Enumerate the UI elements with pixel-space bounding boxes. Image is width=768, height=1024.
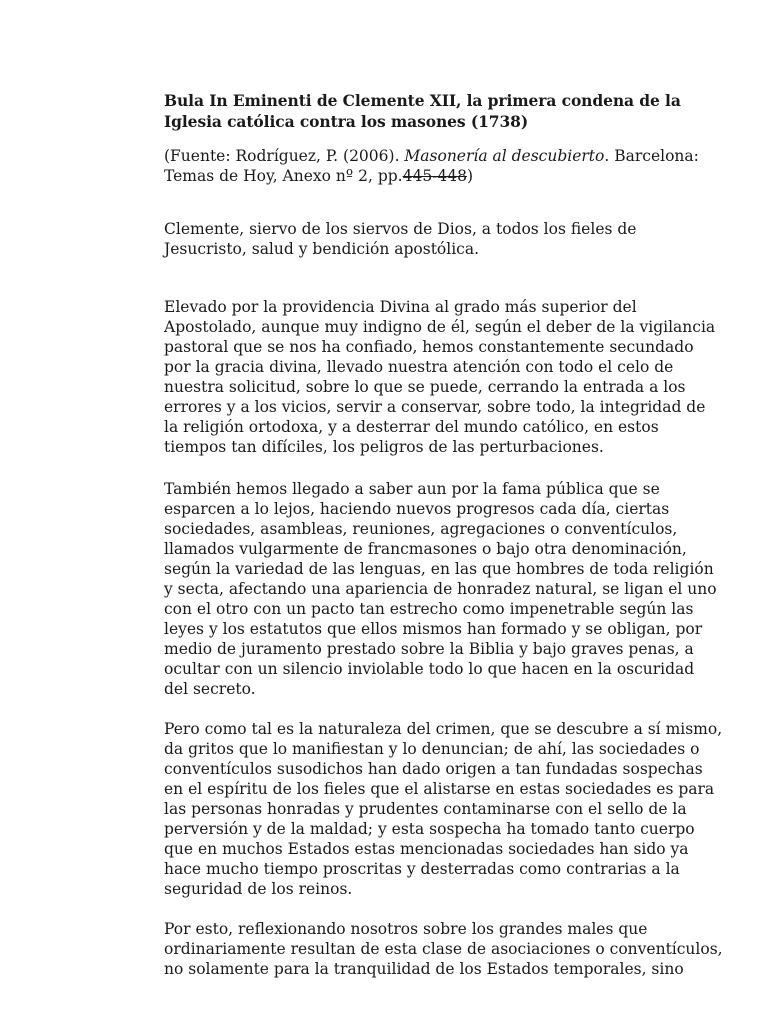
text-line: Clemente, siervo de los siervos de Dios, a todos los fieles de	[164, 220, 637, 238]
text-line: leyes y los estatutos que ellos mismos han formado y se obligan, por	[164, 620, 703, 638]
text-line: conventículos susodichos han dado origen a tan fundadas sospechas	[164, 760, 703, 778]
text-line: que en muchos Estados estas mencionadas sociedades han sido ya	[164, 840, 689, 858]
text-line: tiempos tan difíciles, los peligros de las perturbaciones.	[164, 438, 604, 456]
text-line: Por esto, reflexionando nosotros sobre los grandes males que	[164, 920, 648, 938]
text-line: sociedades, asambleas, reuniones, agregaciones o conventículos,	[164, 520, 678, 538]
source-line	[164, 166, 684, 186]
source-place: . Barcelona:	[604, 147, 699, 165]
text-line: esparcen a lo lejos, haciendo nuevos progresos cada día, ciertas	[164, 500, 670, 518]
source-prefix: (Fuente: Rodríguez, P. (2006).	[164, 147, 405, 165]
text-line: seguridad de los reinos.	[164, 880, 353, 898]
document-title	[164, 90, 684, 132]
title-line: Iglesia católica contra los masones (1738)	[164, 112, 529, 131]
body-paragraph-1	[164, 297, 716, 457]
text-line: la religión ortodoxa, y a desterrar del mundo católico, en estos	[164, 418, 659, 436]
text-line: por la gracia divina, llevado nuestra atención con todo el celo de	[164, 358, 674, 376]
text-line: hace mucho tiempo proscritas y desterradas como contrarias a la	[164, 860, 680, 878]
source-citation	[164, 146, 699, 186]
text-line: ordinariamente resultan de esta clase de asociaciones o conventículos,	[164, 940, 723, 958]
text-line: Jesucristo, salud y bendición apostólica.	[164, 240, 480, 258]
body-paragraph-2	[164, 479, 717, 699]
text-line: medio de juramento prestado sobre la Biblia y bajo graves penas, a	[164, 640, 694, 658]
text-line: Pero como tal es la naturaleza del crimen, que se descubre a sí mismo,	[164, 720, 723, 738]
text-line: del secreto.	[164, 680, 256, 698]
text-line: perversión y de la maldad; y esta sospecha ha tomado tanto cuerpo	[164, 820, 695, 838]
body-paragraph-3	[164, 719, 723, 899]
text-line: llamados vulgarmente de francmasones o bajo otra denominación,	[164, 540, 687, 558]
text-line: no solamente para la tranquilidad de los Estados temporales, sino	[164, 960, 684, 978]
source-close: )	[467, 167, 474, 185]
text-line: y secta, afectando una apariencia de honradez natural, se ligan el uno	[164, 580, 717, 598]
text-line: Elevado por la providencia Divina al grado más superior del	[164, 298, 637, 316]
text-line: las personas honradas y prudentes contaminarse con el sello de la	[164, 800, 687, 818]
text-line: errores y a los vicios, servir a conservar, sobre todo, la integridad de	[164, 398, 706, 416]
document-page	[164, 90, 723, 979]
source-line	[164, 146, 699, 166]
text-line: Apostolado, aunque muy indigno de él, según el deber de la vigilancia	[164, 318, 716, 336]
salutation-paragraph	[164, 219, 684, 259]
text-line: da gritos que lo manifiestan y lo denuncian; de ahí, las sociedades o	[164, 740, 700, 758]
text-line: También hemos llegado a saber aun por la fama pública que se	[164, 480, 660, 498]
source-book-title: Masonería al descubierto	[404, 147, 605, 165]
text-line: en el espíritu de los fieles que el alistarse en estas sociedades es para	[164, 780, 715, 798]
body-paragraph-4	[164, 919, 723, 979]
text-line: ocultar con un silencio inviolable todo lo que hacen en la oscuridad	[164, 660, 695, 678]
title-line: Bula In Eminenti de Clemente XII, la primera condena de la	[164, 91, 681, 110]
source-pages: 445-448	[402, 167, 468, 185]
text-line: según la variedad de las lenguas, en las que hombres de toda religión	[164, 560, 714, 578]
text-line: con el otro con un pacto tan estrecho como impenetrable según las	[164, 600, 694, 618]
text-line: nuestra solicitud, sobre lo que se puede, cerrando la entrada a los	[164, 378, 686, 396]
text-line: pastoral que se nos ha confiado, hemos constantemente secundado	[164, 338, 694, 356]
source-publisher: Temas de Hoy, Anexo nº 2, pp.	[164, 167, 403, 185]
